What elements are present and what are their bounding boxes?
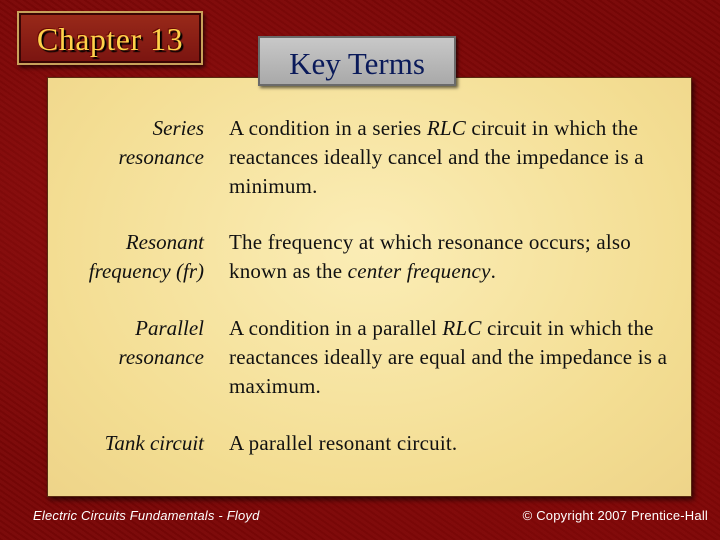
definition-resonant-frequency xyxy=(229,228,674,286)
chapter-label: Chapter 13 xyxy=(36,21,184,57)
footer-copyright: © Copyright 2007 Prentice-Hall xyxy=(522,508,708,523)
footer-book-title: Electric Circuits Fundamentals - Floyd xyxy=(33,508,260,523)
term-line: Series xyxy=(152,116,204,140)
term-line: resonance xyxy=(118,145,204,169)
definition-italic: RLC xyxy=(442,316,482,340)
definition-text: . xyxy=(490,259,497,283)
definition-italic: RLC xyxy=(426,116,466,140)
term-tank-circuit xyxy=(48,429,204,458)
term-line: resonance xyxy=(118,345,204,369)
definition-text: The frequency at which resonance occurs; also known as the xyxy=(229,230,631,283)
term-parallel-resonance xyxy=(48,314,204,372)
definition-text: circuit in which the reactances ideally are equal and the impedance is a maximum. xyxy=(229,316,668,398)
definition-series-resonance xyxy=(229,114,674,201)
definition-italic: center frequency xyxy=(347,259,491,283)
definition-tank-circuit xyxy=(229,429,674,458)
term-line: Tank circuit xyxy=(104,431,204,455)
page-title: Key Terms xyxy=(289,46,425,81)
term-line: frequency (fr) xyxy=(88,259,204,283)
definition-text: A condition in a parallel xyxy=(229,316,443,340)
definition-text: A parallel resonant circuit. xyxy=(229,431,458,455)
term-line: Parallel xyxy=(135,316,204,340)
definition-text: A condition in a series xyxy=(229,116,427,140)
definition-parallel-resonance xyxy=(229,314,674,401)
definition-text: circuit in which the reactances ideally cancel and the impedance is a minimum. xyxy=(229,116,644,198)
title-box xyxy=(258,36,456,86)
term-resonant-frequency xyxy=(48,228,204,286)
chapter-badge xyxy=(17,11,203,65)
term-line: Resonant xyxy=(125,230,204,254)
term-series-resonance xyxy=(48,114,204,172)
